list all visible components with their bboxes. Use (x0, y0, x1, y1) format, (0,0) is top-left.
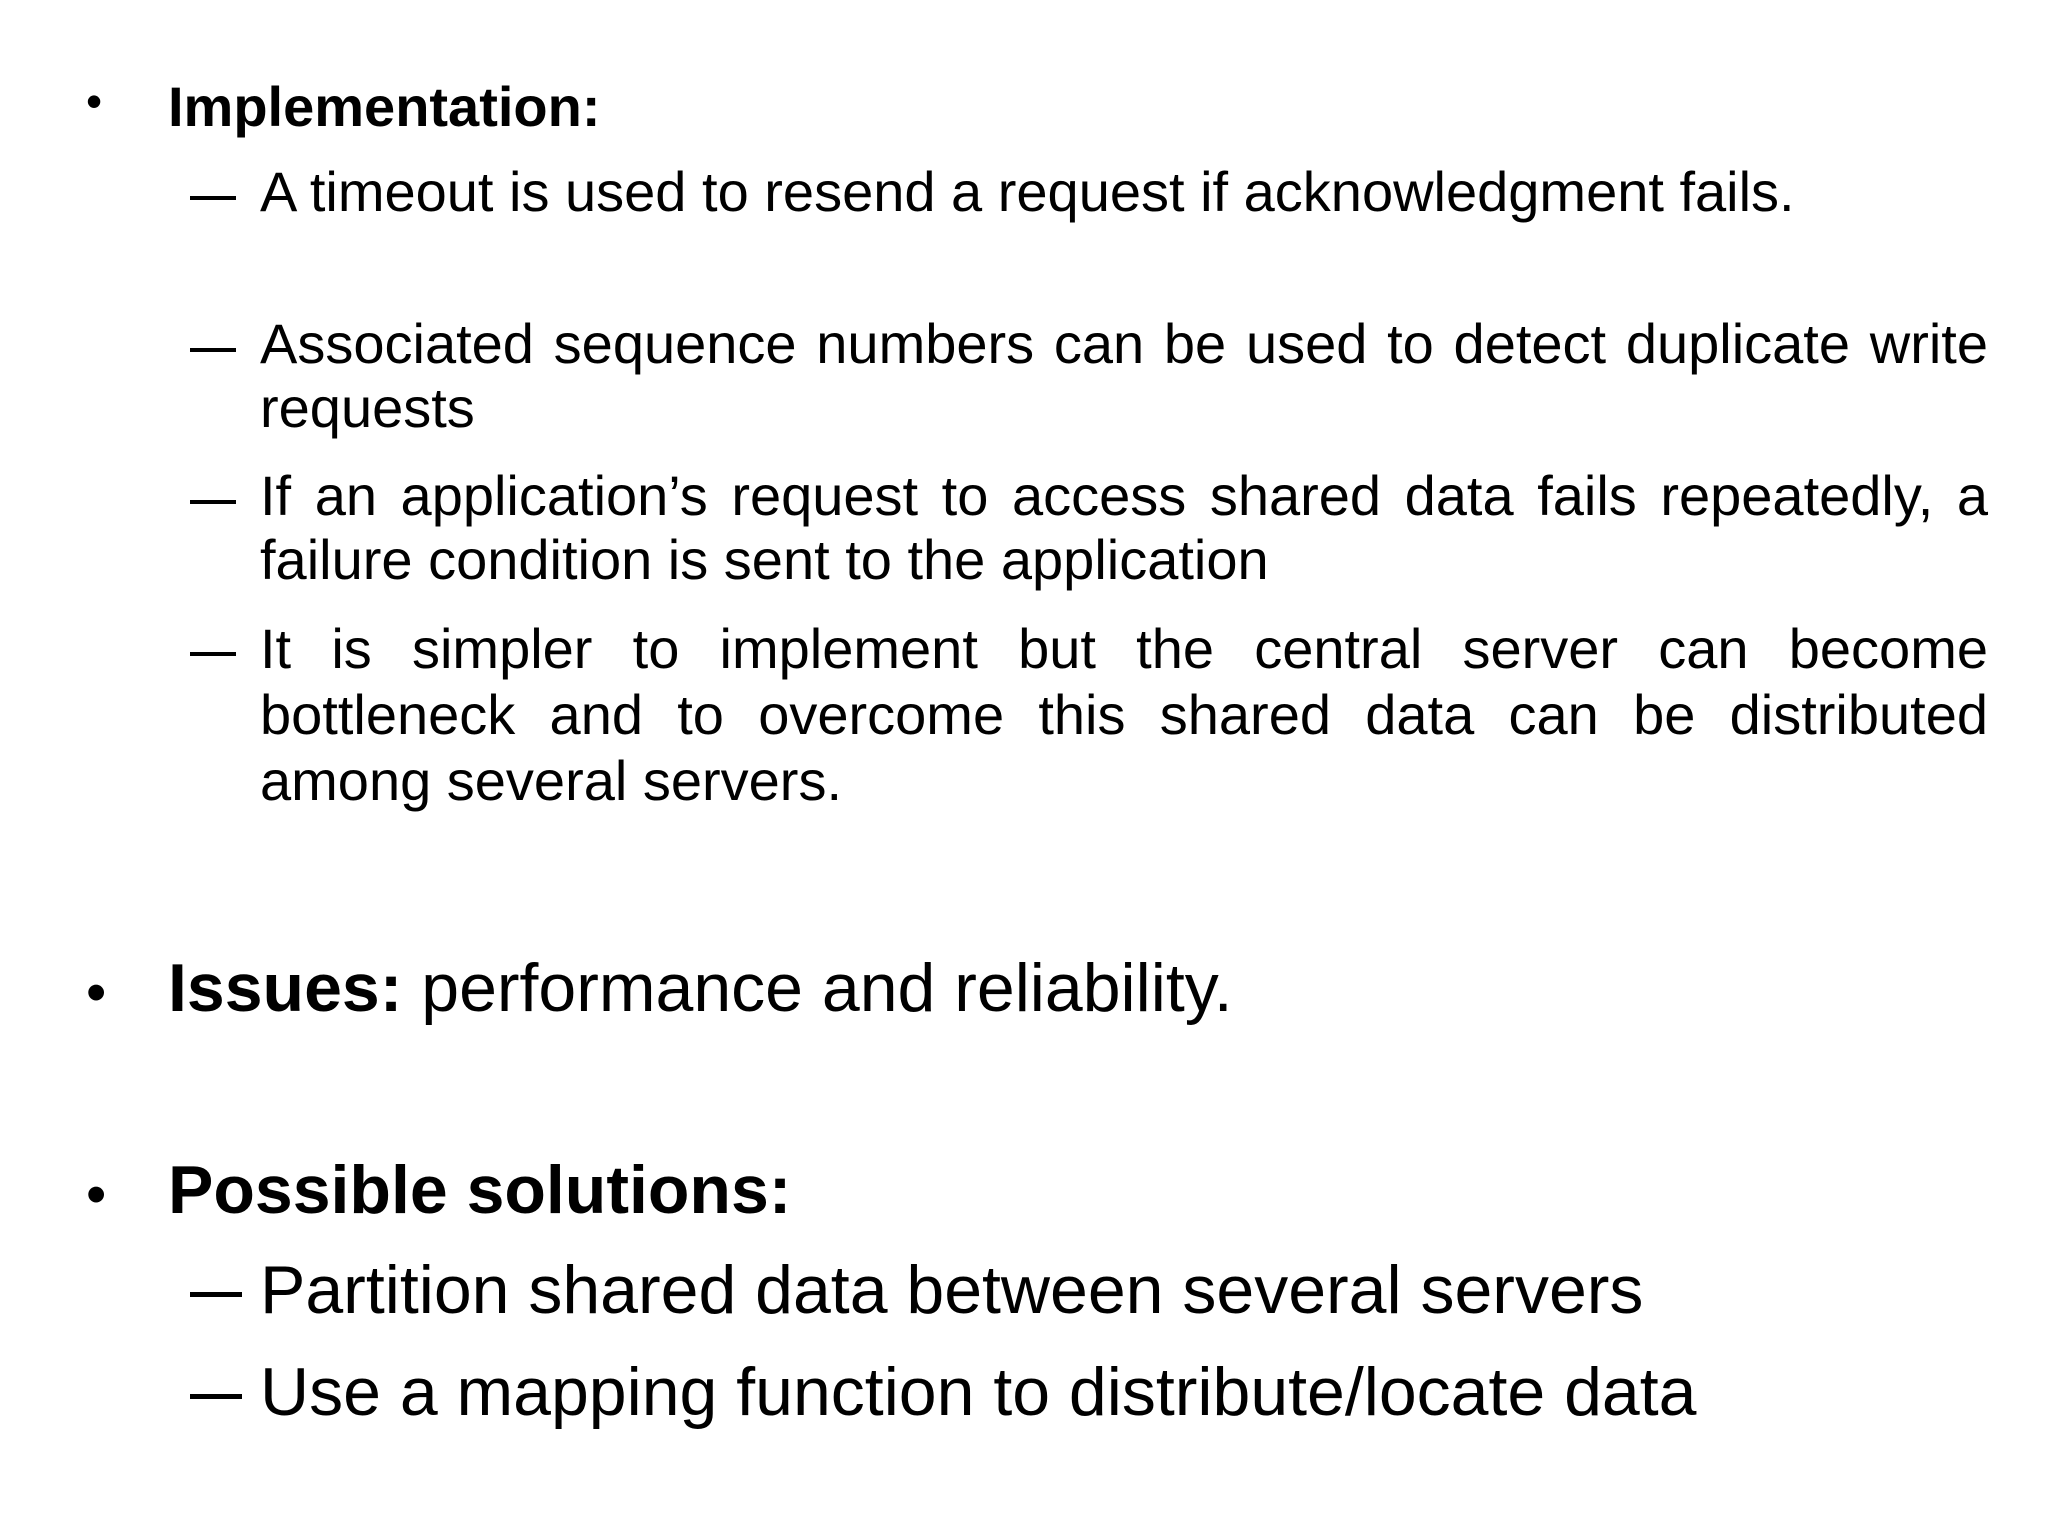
dash-marker (190, 160, 240, 170)
bullet-body-issues: performance and reliability. (402, 950, 1233, 1026)
dash-marker (190, 616, 240, 626)
subitem-text: Associated sequence numbers can be used to detect duplicate write requests (260, 312, 1988, 439)
subitem-text: A timeout is used to resend a request if acknowledgment fails. (260, 160, 1795, 223)
dash-marker (190, 1350, 240, 1360)
bullet-heading-implementation: Implementation: (168, 75, 601, 138)
bullet-marker: • (86, 75, 103, 127)
dash-marker (190, 1248, 240, 1258)
dash-marker (190, 312, 240, 322)
bullet-marker: • (86, 1162, 107, 1227)
bullet-heading-possible-solutions: Possible solutions: (168, 1152, 792, 1228)
dash-marker (190, 464, 240, 474)
bullet-marker: • (86, 960, 107, 1025)
subitem-text: If an application’s request to access shared data fails repeatedly, a failure condition is sent to the application (260, 464, 1988, 591)
subitem-text: Use a mapping function to distribute/locate data (260, 1354, 1697, 1430)
subitem-text: It is simpler to implement but the central server can become bottleneck and to overcome this shared data can be distributed among several servers. (260, 617, 1988, 812)
bullet-line-issues (168, 946, 1233, 1030)
bullet-heading-issues: Issues: (168, 950, 403, 1026)
subitem-text: Partition shared data between several servers (260, 1252, 1644, 1328)
